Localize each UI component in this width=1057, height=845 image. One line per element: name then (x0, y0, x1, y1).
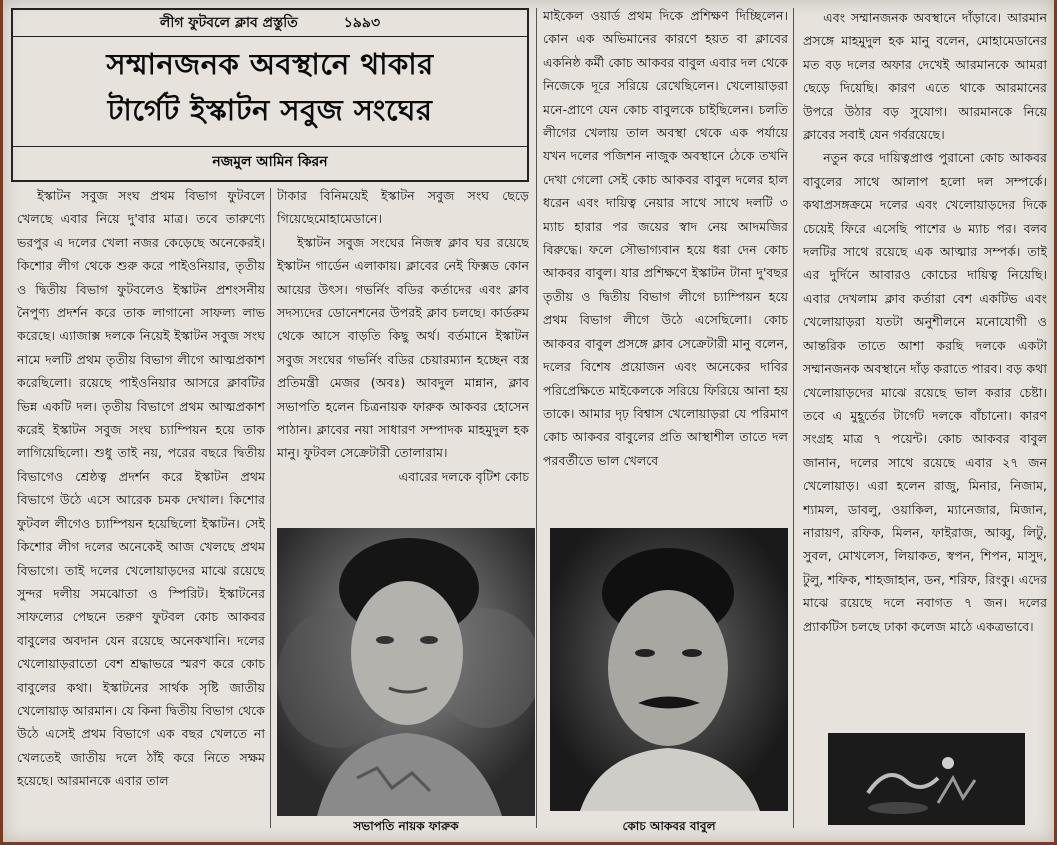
article-column-4 (803, 6, 1047, 726)
article-paragraph: এবং সম্মানজনক অবস্থানে দাঁড়াবে। আরমান প্রসঙ্গে মাহমুদুল হক মানু বলেন, মোহামেডানের মত বড় দলের অফার দেখেই আরমানকে আমরা ছেড়ে দিয়েছি। কারণ এতে থাকে আরমানের উপরে উঠার বড় সুযোগ। আরমানকে নিয়ে ক্লাবের সবাই যেন গর্বরয়েছে। (803, 10, 1047, 143)
headline-line-1: সম্মানজনক অবস্থানে থাকার (106, 47, 434, 81)
action-photo (828, 733, 1025, 825)
article-paragraph: এবারের দলকে বৃটিশ কোচ (398, 468, 529, 484)
kicker-text: লীগ ফুটবলে ক্লাব প্রস্তুতি (159, 15, 298, 31)
portrait-image (277, 528, 535, 816)
photo-club-president (277, 528, 535, 816)
column-rule (793, 8, 794, 828)
article-paragraph: টাকার বিনিময়েই ইস্কাটন সবুজ সংঘ ছেড়ে গিয়েছেমোহামেডানে। (277, 188, 529, 227)
photo-caption: কোচ আকবর বাবুল (622, 819, 716, 833)
headline-line-2: টার্গেট ইস্কাটন সবুজ সংঘের (107, 93, 433, 127)
article-column-2 (277, 184, 529, 514)
column-rule (536, 8, 537, 828)
portrait-image (550, 528, 788, 811)
byline: নজমুল আমিন কিরন (13, 146, 527, 177)
article-column-1 (17, 184, 265, 836)
headline-box (11, 8, 529, 182)
year-text: ১৯৯৩ (343, 15, 381, 31)
kicker-bar (13, 10, 527, 37)
action-image (828, 733, 1025, 825)
article-paragraph: মাইকেল ওয়ার্ড প্রথম দিকে প্রশিক্ষণ দিচ্ছিলেন। কোন এক অভিমানের কারণে হয়ত বা ক্লাবের একনিষ্ঠ কর্মী কোচ আকবর বাবুল এবার দল থেকে নিজেকে দূরে সরিয়ে রেখেছিলেন। খেলোয়াড়রা মনে-প্রাণে যেন কোচ বাবুলকে চাইছিলেন। চলতি লীগের খেলায় তাল অবস্থা থেকে এক পর্যায়ে যখন দলের পজিশন নাজুক অবস্থানে ঠেকে তখনি দেখা গেলো সেই কোচ আকবর বাবুল দলের হাল ধরেন এবং দায়িত্ব নেয়ার সাথে সাথে দলটি ৩ ম্যাচ হারার পর জয়ের স্বাদ নেয় আদমজির বিরুদ্ধে। ফলে সৌভাগ্যবান হয়ে ধরা দেন কোচ আকবর বাবুল। যার প্রশিক্ষণে ইস্কাটন টানা দু'বছর তৃতীয় ও দ্বিতীয় বিভাগ লীগে চ্যাম্পিয়ন হয়ে প্রথম বিভাগ লীগে উঠে এসেছিলো। কোচ আকবর বাবুল প্রসঙ্গে ক্লাব সেক্রেটারী মানু বলেন, দলের বিশেষ প্রয়োজন এবং অনেকের দাবির পরিপ্রেক্ষিতে মাইকেলকে সরিয়ে ফিরিয়ে আনা হয় তাকে। আমার দৃঢ় বিশ্বাস খেলোয়াড়রা যে পরিমাণ কোচ আকবর বাবুলের প্রতি আস্থাশীল তাতে দল পরবর্তীতে ভাল খেলবে (543, 8, 788, 468)
article-paragraph: ইস্কাটন সবুজ সংঘ প্রথম বিভাগ ফুটবলে খেলছে এবার নিয়ে দু'বার মাত্র। তবে তারুণ্যে ভরপুর এ দলের খেলা নজর কেড়েছে অনেকেরই। কিশোর লীগ থেকে শুরু করে পাইওনিয়ার, তৃতীয় ও দ্বিতীয় বিভাগ ফুটবলেও ইস্কাটন প্রশংসনীয় নৈপুণ্য প্রদর্শন করে তাক লাগানো সাফল্য লাভ করেছে। এ্যাজাক্স দলকে নিয়েই ইস্কাটন সবুজ সংঘ নামে দলটি প্রথম তৃতীয় বিভাগ লীগে আত্মপ্রকাশ করেছিলো। রয়েছে পাইওনিয়ার আসরে ক্লাবটির ভিন্ন একটি দল। তৃতীয় বিভাগে প্রথম আত্মপ্রকাশ করেই ইস্কাটন সবুজ সংঘ চ্যাম্পিয়ন হয়ে তাক লাগিয়েছিলো। শুধু তাই নয়, পরের বছরে দ্বিতীয় বিভাগেও শ্রেষ্ঠত্ব প্রদর্শন করে ইস্কাটন প্রথম বিভাগে উঠে এসে আরেক চমক দেখাল। কিশোর ফুটবল লীগেও চ্যাম্পিয়ন হয়েছিলো ইস্কাটন। সেই কিশোর লীগ দলের অনেকেই আজ খেলছে প্রথম বিভাগে। তাই দলের খেলোয়াড়দের মাঝে রয়েছে সুন্দর দলীয় সমঝোতা ও স্পিরিট। ইস্কাটনের সাফল্যের পেছনে তরুণ ফুটবল কোচ আকবর বাবুলের অবদান যেন রয়েছে অনেকখানি। দলের খেলোয়াড়রাতো বেশ শ্রদ্ধাভরে স্মরণ করে কোচ বাবুলের কথা। ইস্কাটনের সার্থক সৃষ্টি জাতীয় খেলোয়াড় আরমান। যে কিনা দ্বিতীয় বিভাগ থেকে উঠে এসেই প্রথম বিভাগে এক বছর খেলতে না খেলতেই জাতীয় দলে ঠাঁই করে নিতে সক্ষম হয়েছে। আরমানকে এবার তাল (17, 188, 265, 789)
newspaper-clipping (3, 0, 1054, 842)
article-column-3 (543, 4, 788, 516)
photo-caption: সভাপতি নায়ক ফারুক (353, 819, 459, 833)
photo-coach (550, 528, 788, 811)
article-paragraph: নতুন করে দায়িত্বপ্রাপ্ত পুরানো কোচ আকবর বাবুলের সাথে আলাপ হলো দল সম্পর্কে। কথাপ্রসঙ্গক্রমে দলের এবং খেলোয়াড়দের দিকে চেয়েই ফিরে এসেছি পাশের ৬ ম্যাচ পর। বলব দলটির সাথে রয়েছে এক আত্মার সম্পর্ক। তাই এর দুর্দিনে আবারও কোচের দায়িত্ব নিয়েছি। এবার দেখলাম ক্লাব কর্তারা বেশ একটিভ এবং খেলোয়াড়রা যতটা অনুশীলনে মনোযোগী ও আন্তরিক তাতে আশা করছি দলকে একটা সম্মানজনক অবস্থানে দাঁড় করাতে পারব। বড় কথা খেলোয়াড়দের মাঝে রয়েছে ভাল করার চেষ্টা। তবে এ মুহূর্তের টার্গেট দলকে বাঁচানো। কারণ সংগ্রহ মাত্র ৭ পয়েন্ট। কোচ আকবর বাবুল জানান, দলের সাথে রয়েছে এবার ২৭ জন খেলোয়াড়। এরা হলেন রাজু, মিনার, নিজাম, শ্যামল, ডাবলু, ওয়াকিল, ম্যানেজার, মিজান, নারায়ণ, রফিক, মিলন, ফাইরাজ, আব্বু, লিটু, সুবল, মোখলেস, লিয়াকত, স্বপন, শিপন, মাসুদ, টুলু, শফিক, শাহজাহান, ডন, শরিফ, রিংকু। এদের মাঝে রয়েছে দলে নবাগত ৭ জন। দলের প্র্যাকটিস চলছে ঢাকা কলেজ মাঠে একত্রভাবে। (803, 150, 1047, 634)
article-paragraph: ইস্কাটন সবুজ সংঘের নিজস্ব ক্লাব ঘর রয়েছে ইস্কাটন গার্ডেন এলাকায়। ক্লাবের নেই ফিক্সড কোন আয়ের উৎস। গভর্নিং বডির কর্তাদের এবং ক্লাব সদস্যদের ডোনেশনের উপরই ক্লাব চলছে। কার্ডরুম থেকে আসে বাড়তি কিছু অর্থ। বর্তমানে ইস্কাটন সবুজ সংঘের গভর্নিং বডির চেয়ারম্যান হচ্ছেন বস্ত্র প্রতিমন্ত্রী মেজর (অবঃ) আবদুল মান্নান, ক্লাব সভাপতি হলেন চিত্রনায়ক ফারুক আকবর হোসেন পাঠান। ক্লাবের নয়া সাধারণ সম্পাদক মাহমুদুল হক মানু। ফুটবল সেক্রেটারী তোলারাম। (277, 234, 529, 461)
column-rule (270, 188, 271, 828)
